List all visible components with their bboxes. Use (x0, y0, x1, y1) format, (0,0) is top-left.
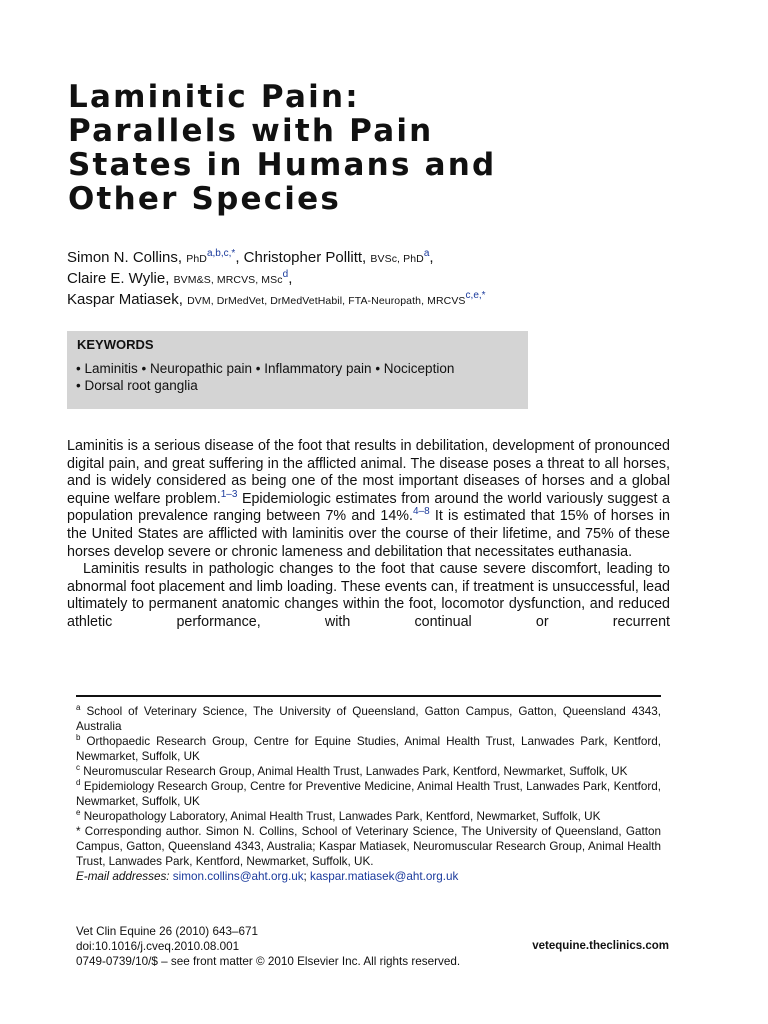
author-line (67, 269, 687, 290)
body-text: Epidemiologic estimates from around the world variously suggest a population prevalence ranging between 7% and 14%. (67, 490, 670, 525)
email-line (76, 869, 661, 884)
journal-citation: Vet Clin Equine 26 (2010) 643–671 (76, 925, 258, 938)
author-name: Simon N. Collins, (67, 249, 183, 266)
email-link-matiasek[interactable]: kaspar.matiasek@aht.org.uk (310, 870, 459, 883)
affiliation-footnote (76, 809, 661, 824)
footnote-text: Neuropathology Laboratory, Animal Health Trust, Lanwades Park, Kentford, Newmarket, Suffolk, UK (80, 810, 601, 823)
keywords-list (76, 360, 454, 394)
affiliation-footnote (76, 734, 661, 764)
affiliation-footnote (76, 779, 661, 809)
copyright-notice: 0749-0739/10/$ – see front matter © 2010 Elsevier Inc. All rights reserved. (76, 955, 461, 968)
email-separator: ; (303, 870, 311, 883)
body-paragraph: Laminitis results in pathologic changes to the foot that cause severe discomfort, leading to abnormal foot placement and limb loading. These events can, if treatment is unsuccessful, lead ultimately to permanent anatomic changes within the foot, locomotor dysfunction, and reduced athletic performance, with continual or recurrent (67, 561, 670, 630)
body-text: Laminitis is a serious disease of the foot that results in debilitation, development of pronounced digital pain, and great suffering in the afflicted animal. The disease poses a threat to all horses, and is widely considered as being one of the most important diseases of horses and a global equine welfare problem. (67, 438, 670, 507)
footnote-text: Neuromuscular Research Group, Animal Health Trust, Lanwades Park, Kentford, Newmarket, Suffolk, UK (80, 765, 628, 778)
keywords-line: • Laminitis • Neuropathic pain • Inflammatory pain • Nociception (76, 361, 455, 376)
article-title (68, 80, 668, 216)
affiliation-marker[interactable]: c,e,* (465, 290, 486, 301)
author-degree: BVM&S, MRCVS, MSc (173, 274, 283, 286)
body-text: It is estimated that 15% of horses in the United States are afflicted with laminitis over the course of their lifetime, and 75% of these horses develop severe or chronic lameness and debilitation that necessitates euthanasia. (67, 508, 670, 560)
separator: , (288, 270, 293, 287)
email-link-collins[interactable]: simon.collins@aht.org.uk (172, 870, 304, 883)
footnote-text: School of Veterinary Science, The University of Queensland, Gatton Campus, Gatton, Queensland 4343, Australia (76, 705, 661, 733)
doi: doi:10.1016/j.cveq.2010.08.001 (76, 940, 240, 953)
footnote-marker: c (76, 763, 80, 772)
affiliation-marker[interactable]: a,b,c,* (206, 248, 236, 259)
author-line (67, 248, 687, 269)
separator: , (429, 249, 434, 266)
body-paragraph (67, 438, 670, 561)
reference-link[interactable]: 1–3 (220, 488, 238, 500)
author-name: Christopher Pollitt, (243, 249, 367, 266)
author-name: Kaspar Matiasek, (67, 291, 183, 308)
title-line: Other Species (68, 181, 341, 217)
footnote-marker: b (76, 733, 81, 742)
affiliation-marker[interactable]: a (423, 248, 430, 259)
footnote-text: Epidemiology Research Group, Centre for Preventive Medicine, Animal Health Trust, Lanwades Park, Kentford, Newmarket, Suffolk, UK (76, 780, 661, 808)
footnotes (76, 704, 661, 884)
title-line: States in Humans and (68, 147, 497, 183)
keywords-heading: KEYWORDS (77, 337, 154, 352)
doi-row (76, 939, 669, 954)
author-degree: BVSc, PhD (370, 253, 424, 265)
separator: , (235, 249, 240, 266)
email-label: E-mail addresses: (76, 870, 173, 883)
footnote-divider (76, 695, 661, 697)
author-list (67, 248, 687, 311)
author-name: Claire E. Wylie, (67, 270, 170, 287)
author-degree: DVM, DrMedVet, DrMedVetHabil, FTA-Neuropath, MRCVS (187, 295, 466, 307)
journal-website[interactable]: vetequine.theclinics.com (532, 940, 669, 952)
affiliation-marker[interactable]: d (282, 269, 289, 280)
affiliation-footnote (76, 764, 661, 779)
affiliation-footnote (76, 704, 661, 734)
title-line: Laminitic Pain: (68, 79, 360, 115)
footnote-marker: e (76, 808, 81, 817)
article-body (67, 438, 670, 632)
footnote-marker: a (76, 703, 81, 712)
publication-info (76, 924, 669, 969)
reference-link[interactable]: 4–8 (413, 506, 430, 518)
title-line: Parallels with Pain (68, 113, 434, 149)
corresponding-author-note: * Corresponding author. Simon N. Collins, School of Veterinary Science, The University of Queensland, Gatton Campus, Gatton, Queensland 4343, Australia; Kaspar Matiasek, Neuromuscular Research Group, Animal Health Trust, Lanwades Park, Kentford, Newmarket, Suffolk, UK. (76, 825, 661, 868)
keywords-line: • Dorsal root ganglia (76, 378, 198, 393)
footnote-marker: d (76, 778, 81, 787)
keywords-box (67, 331, 528, 409)
author-degree: PhD (186, 253, 207, 265)
footnote-text: Orthopaedic Research Group, Centre for Equine Studies, Animal Health Trust, Lanwades Park, Kentford, Newmarket, Suffolk, UK (76, 735, 661, 763)
author-line (67, 290, 687, 311)
